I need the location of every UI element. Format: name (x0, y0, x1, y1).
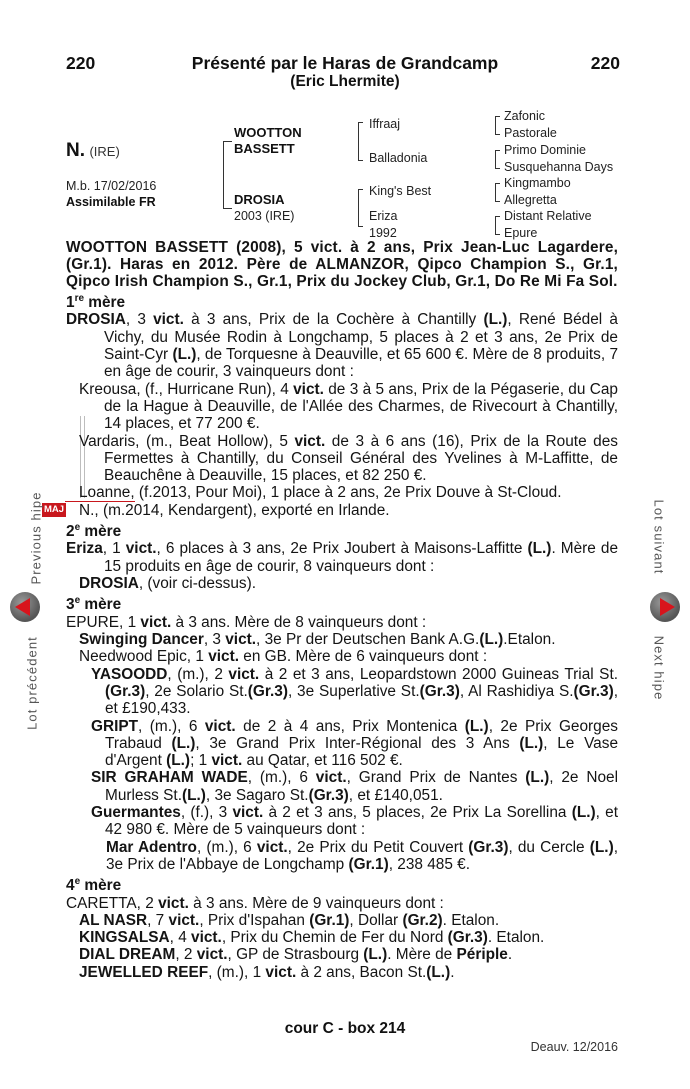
previous-hipe-label[interactable]: Previous hipe (28, 491, 44, 585)
next-hipe-label[interactable]: Next hipe (651, 635, 667, 701)
sire-sire-sire: Zafonic (504, 109, 545, 123)
dam-dam-year: 1992 (369, 226, 397, 240)
yasoodd-entry: YASOODD, (m.), 2 vict. à 2 et 3 ans, Leopardstown 2000 Guineas Trial St.(Gr.3), 2e Solario St.(Gr.3), 3e Superlative St.(Gr.3), Al Rashidiya S.(Gr.3), et £190,433. (91, 665, 618, 718)
sire-name-line1: WOOTTON (234, 125, 302, 140)
sire-dam-dam: Susquehanna Days (504, 160, 614, 174)
vardaris-entry: Vardaris, (m., Beat Hollow), 5 vict. de 3 à 6 ans (16), Prix de la Route des Fermettes à Chantilly, du Conseil Général des Yvelines à M-Laffitte, de Beauchêne à Deauville, 15 places, et 82 250 €. (79, 432, 618, 485)
lot-number-right: 220 (590, 53, 620, 73)
epure-entry: EPURE, 1 vict. à 3 ans. Mère de 8 vainqueurs dont : (66, 613, 427, 631)
sire-sire-dam: Pastorale (504, 126, 557, 140)
dam-dam-dam: Epure (504, 226, 538, 240)
second-dam-heading: 2e mère (66, 521, 122, 541)
lot-precedent-label[interactable]: Lot précédent (24, 636, 40, 730)
horse-birth: M.b. 17/02/2016 (66, 179, 157, 193)
gript-entry: GRIPT, (m.), 6 vict. de 2 à 4 ans, Prix Montenica (L.), 2e Prix Georges Trabaud (L.), 3e Grand Prix Inter-Régional des 3 Ans (L.), Le Vase d'Argent (L.); 1 vict. au Qatar, et 116 502 €. (91, 717, 619, 770)
drosia-ref-entry: DROSIA, (voir ci-dessus). (79, 575, 257, 592)
dam-sire: King's Best (369, 184, 432, 198)
sir-graham-wade-entry: SIR GRAHAM WADE, (m.), 6 vict., Grand Prix de Nantes (L.), 2e Noel Murless St.(L.), 3e Sagaro St.(Gr.3), et £140,051. (91, 769, 618, 804)
page-title: Présenté par le Haras de Grandcamp (191, 53, 499, 73)
pedigree-text (66, 239, 618, 981)
jewelled-reef-entry: JEWELLED REEF, (m.), 1 vict. à 2 ans, Bacon St.(L.). (79, 963, 455, 981)
sire-sire: Iffraaj (369, 117, 401, 131)
n-entry: N., (m.2014, Kendargent), exporté en Irlande. (79, 501, 390, 519)
al-nasr-entry: AL NASR, 7 vict., Prix d'Ispahan (Gr.1), Dollar (Gr.2). Etalon. (79, 911, 500, 929)
right-arrow-icon[interactable] (650, 592, 680, 622)
horse-status: Assimilable FR (66, 195, 156, 209)
dam-dam-sire: Distant Relative (504, 209, 592, 223)
guermantes-entry: Guermantes, (f.), 3 vict. à 2 et 3 ans, 5 places, 2e Prix La Sorellina (L.), et 42 980 €. Mère de 5 vainqueurs dont : (91, 803, 618, 839)
dam-sire-sire: Kingmambo (504, 176, 571, 190)
loanne-entry: Loanne, (f.2013, Pour Moi), 1 place à 2 ans, 2e Prix Douve à St-Cloud. (79, 484, 618, 501)
sire-name-line2: BASSETT (234, 141, 295, 156)
left-arrow-icon[interactable] (10, 592, 40, 622)
eriza-entry: Eriza, 1 vict., 6 places à 3 ans, 2e Prix Joubert à Maisons-Laffitte (L.). Mère de 15 produits en âge de courir, 8 vainqueurs dont : (66, 540, 618, 575)
third-dam-heading: 3e mère (66, 595, 122, 614)
box-location: cour C - box 214 (284, 1020, 406, 1037)
lot-suivant-label[interactable]: Lot suivant (651, 499, 667, 575)
sire-dam-sire: Primo Dominie (504, 143, 586, 157)
drosia-entry: DROSIA, 3 vict. à 3 ans, Prix de la Cochère à Chantilly (L.), René Bédel à Vichy, du Musée Rodin à Longchamp, 5 places à 2 et 3 ans, 2e Prix de Saint-Cyr (L.), de Torquesne à Deauville, et 65 600 €. Mère de 8 produits, 7 en âge de courir, 3 vainqueurs dont : (66, 311, 618, 381)
dam-sire-dam: Allegretta (504, 193, 557, 207)
page-subtitle: (Eric Lhermite) (290, 73, 400, 90)
fourth-dam-heading: 4e mère (66, 876, 122, 895)
maj-badge: MAJ (43, 504, 65, 515)
caretta-entry: CARETTA, 2 vict. à 3 ans. Mère de 9 vainqueurs dont : (66, 894, 444, 912)
sale-reference: Deauv. 12/2016 (530, 1040, 618, 1054)
horse-origin: (IRE) (89, 144, 120, 159)
dial-dream-entry: DIAL DREAM, 2 vict., GP de Strasbourg (L.). Mère de Périple. (79, 946, 513, 964)
sire-paragraph: WOOTTON BASSETT (2008), 5 vict. à 2 ans, Prix Jean-Luc Lagardere, (Gr.1). Haras en 2012. Père de ALMANZOR, Qipco Champion S., Gr.1, Qipco Irish Champion S., Gr.1, Prix du Jockey Club, Gr.1, Do Re Mi Fa Sol. (66, 239, 618, 290)
kreousa-entry: Kreousa, (f., Hurricane Run), 4 vict. de 3 à 5 ans, Prix de la Pégaserie, du Cap de la Hague à Deauville, de l'Allée des Charmes, de Rivecourt à Chantilly, 14 places, et 77 200 €. (79, 380, 618, 433)
sire-dam: Balladonia (369, 151, 428, 165)
needwood-epic-entry: Needwood Epic, 1 vict. en GB. Mère de 6 vainqueurs dont : (79, 648, 488, 666)
dam-dam: Eriza (369, 209, 398, 223)
dam-name: DROSIA (234, 192, 285, 207)
lot-number-left: 220 (66, 53, 96, 73)
horse-name: N. (66, 140, 85, 161)
dam-info: 2003 (IRE) (234, 209, 295, 223)
pedigree-bracket-main (223, 141, 228, 208)
first-dam-heading: 1re mère (66, 293, 126, 312)
kingsalsa-entry: KINGSALSA, 4 vict., Prix du Chemin de Fer du Nord (Gr.3). Etalon. (79, 929, 545, 947)
mar-adentro-entry: Mar Adentro, (m.), 6 vict., 2e Prix du Petit Couvert (Gr.3), du Cercle (L.), 3e Prix de l'Abbaye de Longchamp (Gr.1), 238 485 €. (106, 838, 618, 873)
horse-id (66, 140, 120, 162)
swinging-dancer-entry: Swinging Dancer, 3 vict., 3e Pr der Deutschen Bank A.G.(L.).Etalon. (79, 631, 556, 649)
